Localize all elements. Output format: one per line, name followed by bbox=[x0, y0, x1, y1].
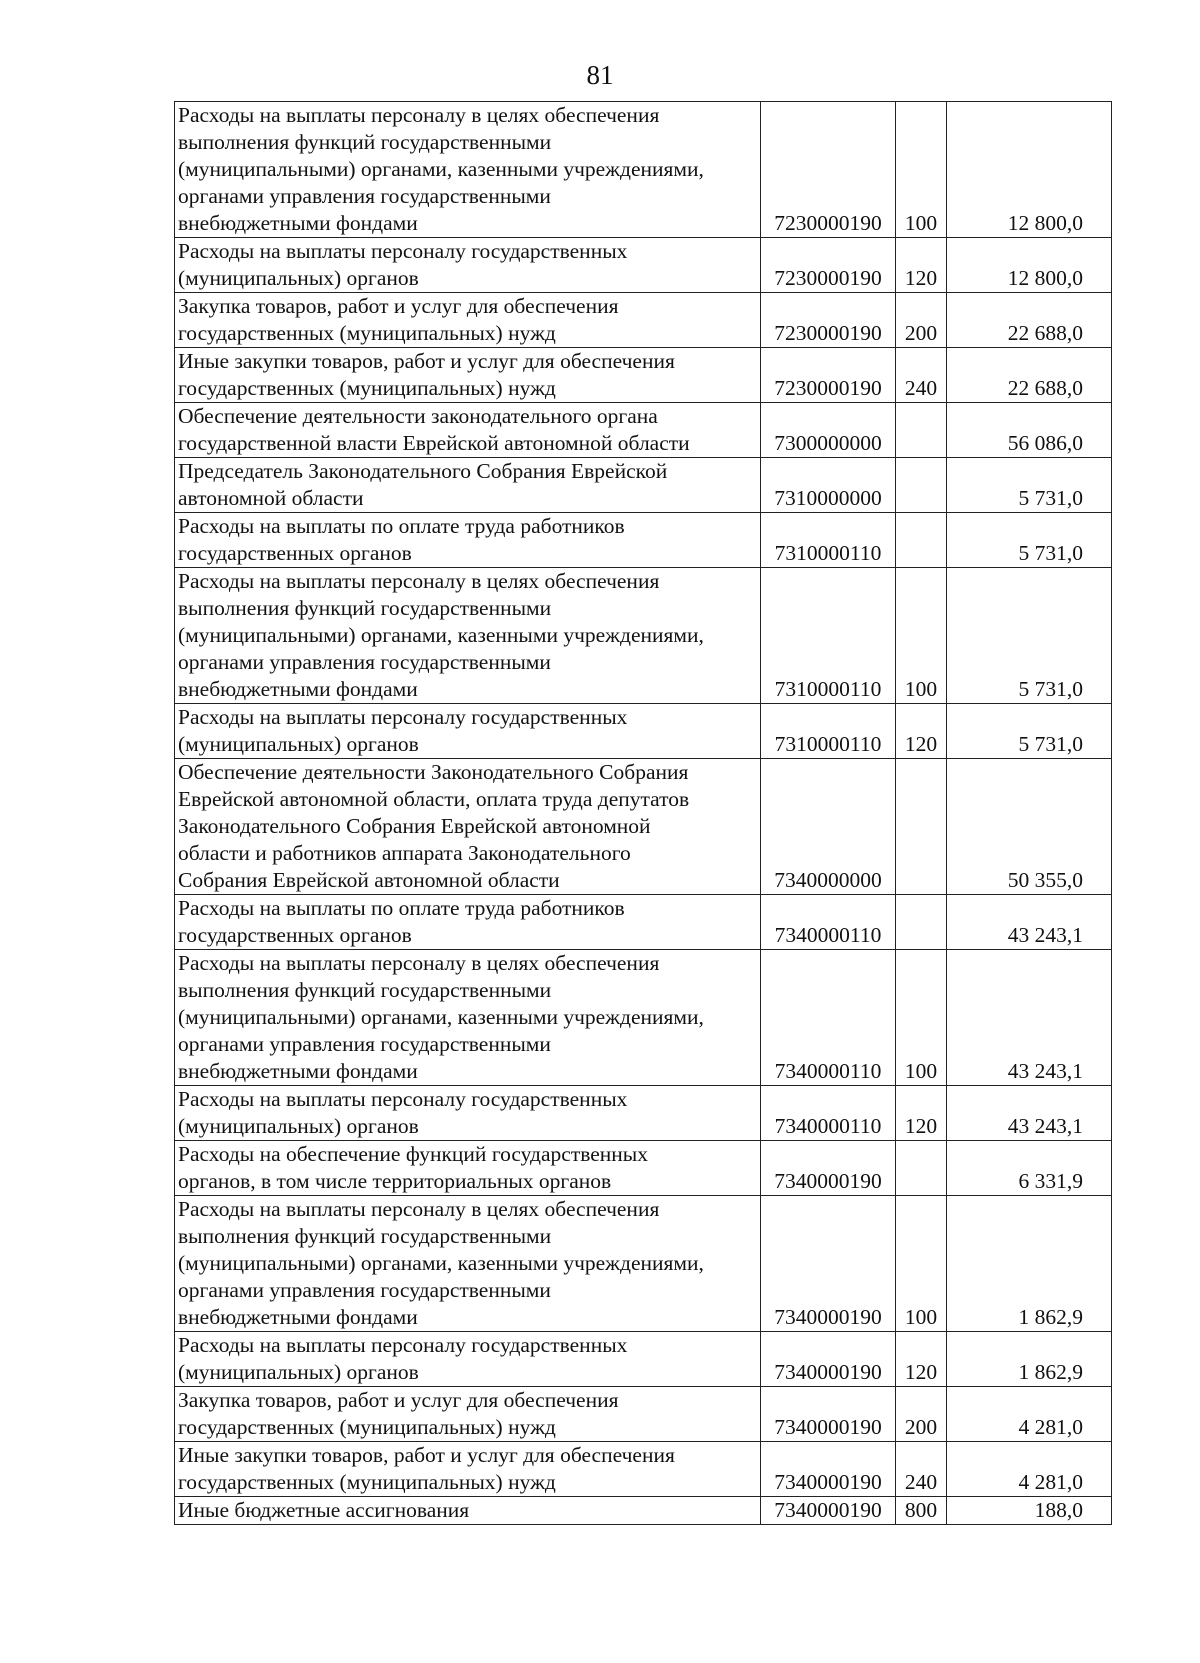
table-row bbox=[175, 1387, 1112, 1442]
row-name-cell: Председатель Законодательного Собрания Еврейской автономной области bbox=[175, 458, 761, 513]
row-sum-cell: 56 086,0 bbox=[947, 403, 1112, 458]
budget-table bbox=[174, 101, 1112, 1525]
table-row bbox=[175, 293, 1112, 348]
row-sum-cell: 4 281,0 bbox=[947, 1387, 1112, 1442]
row-code-cell: 7230000190 bbox=[761, 238, 896, 293]
row-sum-cell: 50 355,0 bbox=[947, 759, 1112, 895]
table-row bbox=[175, 1442, 1112, 1497]
table-row bbox=[175, 1497, 1112, 1525]
table-row bbox=[175, 102, 1112, 238]
row-code-cell: 7230000190 bbox=[761, 348, 896, 403]
row-expense-type-cell: 120 bbox=[896, 1086, 947, 1141]
row-name-cell: Иные закупки товаров, работ и услуг для обеспечения государственных (муниципальных) нужд bbox=[175, 348, 761, 403]
row-code-cell: 7310000110 bbox=[761, 513, 896, 568]
row-name-cell: Расходы на выплаты персоналу государственных (муниципальных) органов bbox=[175, 1086, 761, 1141]
row-sum-cell: 5 731,0 bbox=[947, 513, 1112, 568]
table-row bbox=[175, 950, 1112, 1086]
row-code-cell: 7310000110 bbox=[761, 704, 896, 759]
row-sum-cell: 12 800,0 bbox=[947, 102, 1112, 238]
row-expense-type-cell bbox=[896, 759, 947, 895]
row-name-cell: Расходы на выплаты персоналу государственных (муниципальных) органов bbox=[175, 704, 761, 759]
row-code-cell: 7340000190 bbox=[761, 1497, 896, 1525]
row-expense-type-cell: 100 bbox=[896, 568, 947, 704]
table-row bbox=[175, 895, 1112, 950]
row-code-cell: 7230000190 bbox=[761, 102, 896, 238]
table-row bbox=[175, 403, 1112, 458]
row-sum-cell: 5 731,0 bbox=[947, 458, 1112, 513]
table-row bbox=[175, 1086, 1112, 1141]
row-expense-type-cell bbox=[896, 513, 947, 568]
table-row bbox=[175, 1141, 1112, 1196]
page-number: 81 bbox=[586, 60, 614, 90]
row-expense-type-cell: 120 bbox=[896, 704, 947, 759]
row-name-cell: Расходы на выплаты персоналу в целях обеспечения выполнения функций государственными (муниципальными) органами, казенными учреждениями, органами управления государственными внебюджетными фондами bbox=[175, 1196, 761, 1332]
row-sum-cell: 22 688,0 bbox=[947, 293, 1112, 348]
row-expense-type-cell: 120 bbox=[896, 1332, 947, 1387]
row-name-cell: Расходы на выплаты персоналу государственных (муниципальных) органов bbox=[175, 1332, 761, 1387]
row-expense-type-cell: 200 bbox=[896, 293, 947, 348]
row-sum-cell: 4 281,0 bbox=[947, 1442, 1112, 1497]
row-name-cell: Расходы на выплаты по оплате труда работников государственных органов bbox=[175, 513, 761, 568]
row-code-cell: 7310000000 bbox=[761, 458, 896, 513]
row-sum-cell: 1 862,9 bbox=[947, 1196, 1112, 1332]
row-sum-cell: 188,0 bbox=[947, 1497, 1112, 1525]
row-expense-type-cell bbox=[896, 895, 947, 950]
row-name-cell: Расходы на выплаты персоналу в целях обеспечения выполнения функций государственными (муниципальными) органами, казенными учреждениями, органами управления государственными внебюджетными фондами bbox=[175, 568, 761, 704]
row-name-cell: Расходы на обеспечение функций государственных органов, в том числе территориальных органов bbox=[175, 1141, 761, 1196]
row-name-cell: Иные бюджетные ассигнования bbox=[175, 1497, 761, 1525]
row-name-cell: Расходы на выплаты персоналу в целях обеспечения выполнения функций государственными (муниципальными) органами, казенными учреждениями, органами управления государственными внебюджетными фондами bbox=[175, 950, 761, 1086]
table-row bbox=[175, 238, 1112, 293]
row-name-cell: Закупка товаров, работ и услуг для обеспечения государственных (муниципальных) нужд bbox=[175, 293, 761, 348]
row-code-cell: 7340000190 bbox=[761, 1196, 896, 1332]
row-name-cell: Иные закупки товаров, работ и услуг для обеспечения государственных (муниципальных) нужд bbox=[175, 1442, 761, 1497]
row-name-cell: Закупка товаров, работ и услуг для обеспечения государственных (муниципальных) нужд bbox=[175, 1387, 761, 1442]
row-expense-type-cell: 240 bbox=[896, 348, 947, 403]
row-expense-type-cell: 800 bbox=[896, 1497, 947, 1525]
row-code-cell: 7340000110 bbox=[761, 895, 896, 950]
row-name-cell: Расходы на выплаты персоналу в целях обеспечения выполнения функций государственными (муниципальными) органами, казенными учреждениями, органами управления государственными внебюджетными фондами bbox=[175, 102, 761, 238]
row-expense-type-cell: 100 bbox=[896, 950, 947, 1086]
table-row bbox=[175, 348, 1112, 403]
row-code-cell: 7340000190 bbox=[761, 1387, 896, 1442]
row-code-cell: 7310000110 bbox=[761, 568, 896, 704]
row-expense-type-cell: 240 bbox=[896, 1442, 947, 1497]
table-body bbox=[175, 102, 1112, 1525]
table-row bbox=[175, 759, 1112, 895]
row-name-cell: Расходы на выплаты персоналу государственных (муниципальных) органов bbox=[175, 238, 761, 293]
row-sum-cell: 6 331,9 bbox=[947, 1141, 1112, 1196]
row-sum-cell: 43 243,1 bbox=[947, 895, 1112, 950]
table-row bbox=[175, 458, 1112, 513]
table-row bbox=[175, 513, 1112, 568]
row-sum-cell: 43 243,1 bbox=[947, 1086, 1112, 1141]
row-code-cell: 7340000000 bbox=[761, 759, 896, 895]
row-sum-cell: 5 731,0 bbox=[947, 568, 1112, 704]
row-code-cell: 7340000110 bbox=[761, 950, 896, 1086]
table-row bbox=[175, 704, 1112, 759]
row-name-cell: Обеспечение деятельности Законодательного Собрания Еврейской автономной области, оплата труда депутатов Законодательного Собрания Еврейской автономной области и работников аппарата Законодательного Собрания Еврейской автономной области bbox=[175, 759, 761, 895]
row-expense-type-cell bbox=[896, 458, 947, 513]
row-sum-cell: 43 243,1 bbox=[947, 950, 1112, 1086]
row-sum-cell: 12 800,0 bbox=[947, 238, 1112, 293]
row-name-cell: Расходы на выплаты по оплате труда работников государственных органов bbox=[175, 895, 761, 950]
row-expense-type-cell bbox=[896, 1141, 947, 1196]
row-name-cell: Обеспечение деятельности законодательного органа государственной власти Еврейской автономной области bbox=[175, 403, 761, 458]
row-code-cell: 7340000190 bbox=[761, 1442, 896, 1497]
row-expense-type-cell: 100 bbox=[896, 102, 947, 238]
table-row bbox=[175, 1332, 1112, 1387]
row-code-cell: 7230000190 bbox=[761, 293, 896, 348]
row-sum-cell: 1 862,9 bbox=[947, 1332, 1112, 1387]
table-row bbox=[175, 568, 1112, 704]
row-expense-type-cell bbox=[896, 403, 947, 458]
row-code-cell: 7340000190 bbox=[761, 1332, 896, 1387]
row-sum-cell: 5 731,0 bbox=[947, 704, 1112, 759]
row-code-cell: 7340000110 bbox=[761, 1086, 896, 1141]
table-row bbox=[175, 1196, 1112, 1332]
row-code-cell: 7340000190 bbox=[761, 1141, 896, 1196]
row-expense-type-cell: 120 bbox=[896, 238, 947, 293]
row-sum-cell: 22 688,0 bbox=[947, 348, 1112, 403]
row-expense-type-cell: 100 bbox=[896, 1196, 947, 1332]
row-code-cell: 7300000000 bbox=[761, 403, 896, 458]
row-expense-type-cell: 200 bbox=[896, 1387, 947, 1442]
